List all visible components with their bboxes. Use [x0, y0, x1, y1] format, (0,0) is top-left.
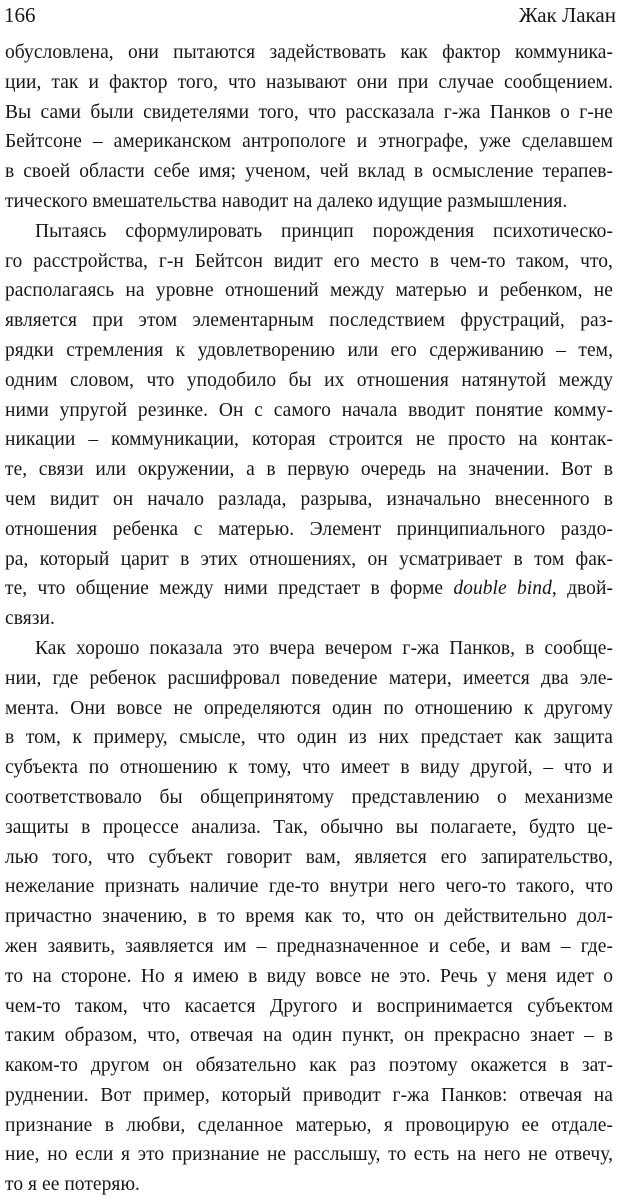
text-line: руднении. Вот пример, который приводит г-жа Панков: отвечая на [5, 1084, 613, 1106]
text-line: ции, так и фактор того, что называют они при случае сообщением. [5, 71, 613, 93]
text-line: связи. [5, 608, 55, 630]
text-line-with-italic [5, 574, 613, 604]
text-line: Пытаясь сформулировать принцип порождения психотическо- [35, 220, 613, 242]
text-segment: , двой- [551, 578, 613, 600]
text-line: ние, но если я это признание не расслышу, то есть на него не отвечу, [5, 1144, 613, 1166]
text-line: чем-то таком, что касается Другого и воспринимается субъектом [5, 995, 613, 1017]
text-line: отношения ребенка с матерью. Элемент принципиального раздо- [5, 518, 613, 540]
text-line: признание в любви, сделанное матерью, я провоцирую ее отдале- [5, 1114, 613, 1136]
text-line: соответствовало бы общепринятому представлению о механизме [5, 786, 613, 808]
paragraph [5, 217, 613, 634]
text-line: те, связи или окружении, а в первую очередь на значении. Вот в [5, 459, 613, 481]
text-line: Как хорошо показала это вчера вечером г-жа Панков, в сообще- [35, 637, 613, 659]
text-line: является при этом элементарным последствием фрустраций, раз- [5, 310, 613, 332]
text-line: мента. Они вовсе не определяются один по отношению к другому [5, 697, 613, 719]
text-line: в том, к примеру, смысле, что один из них предстает как защита [5, 727, 613, 749]
text-segment: те, что общение между ними предстает в форме [5, 578, 454, 600]
running-head [4, 2, 616, 28]
paragraph [5, 634, 613, 1200]
text-line: субъекта по отношению к тому, что имеет в виду другой, – что и [5, 757, 613, 779]
text-line: то я ее потеряю. [5, 1174, 140, 1196]
text-line: обусловлена, они пытаются задействовать как фактор коммуника- [5, 42, 613, 63]
text-line: одним словом, что уподобило бы их отношения натянутой между [5, 369, 613, 391]
text-line: защиты в процессе анализа. Так, обычно вы полагаете, будто це- [5, 816, 613, 838]
text-line: каком-то другом он обязательно как раз поэтому окажется в зат- [5, 1055, 613, 1077]
text-line: рядки стремления к удовлетворению или его сдерживанию – тем, [5, 339, 613, 361]
text-line: таким образом, что, отвечая на один пункт, он прекрасно знает – в [5, 1025, 613, 1047]
text-line: тического вмешательства наводит на далеко идущие размышления. [5, 190, 568, 212]
body-text [5, 38, 613, 1200]
text-line: Бейтсоне – американском антропологе и этнографе, уже сделавшем [5, 131, 613, 153]
paragraph [5, 38, 613, 217]
text-line: нежелание признать наличие где-то внутри него чего-то такого, что [5, 876, 613, 898]
text-line: никации – коммуникации, которая строится не просто на контак- [5, 429, 613, 451]
text-line: в своей области себе имя; ученом, чей вклад в осмысление терапев- [5, 161, 613, 183]
text-line: лью того, что субъект говорит вам, является его запирательство, [5, 846, 613, 868]
italic-term: double bind [453, 578, 552, 600]
text-line: ними упругой резинке. Он с самого начала вводит понятие комму- [5, 399, 613, 421]
page-number: 166 [4, 3, 36, 27]
text-line: нии, где ребенок расшифровал поведение матери, имеется два эле- [5, 667, 613, 689]
text-line: жен заявить, заявляется им – предназначенное и себе, и вам – где- [5, 935, 613, 957]
text-line: Вы сами были свидетелями того, что рассказала г-жа Панков о г-не [5, 101, 613, 123]
text-line: то на стороне. Но я имею в виду вовсе не это. Речь у меня идет о [5, 965, 613, 987]
running-head-author: Жак Лакан [518, 3, 616, 27]
text-line: причастно значению, в то время как то, что он действительно дол- [5, 906, 613, 928]
text-line: го расстройства, г-н Бейтсон видит его место в чем-то таком, что, [5, 250, 613, 272]
text-line: чем видит он начало разлада, разрыва, изначально внесенного в [5, 488, 613, 510]
text-line: ра, который царит в этих отношениях, он усматривает в том фак- [5, 548, 613, 570]
text-line: располагаясь на уровне отношений между матерью и ребенком, не [5, 280, 613, 302]
